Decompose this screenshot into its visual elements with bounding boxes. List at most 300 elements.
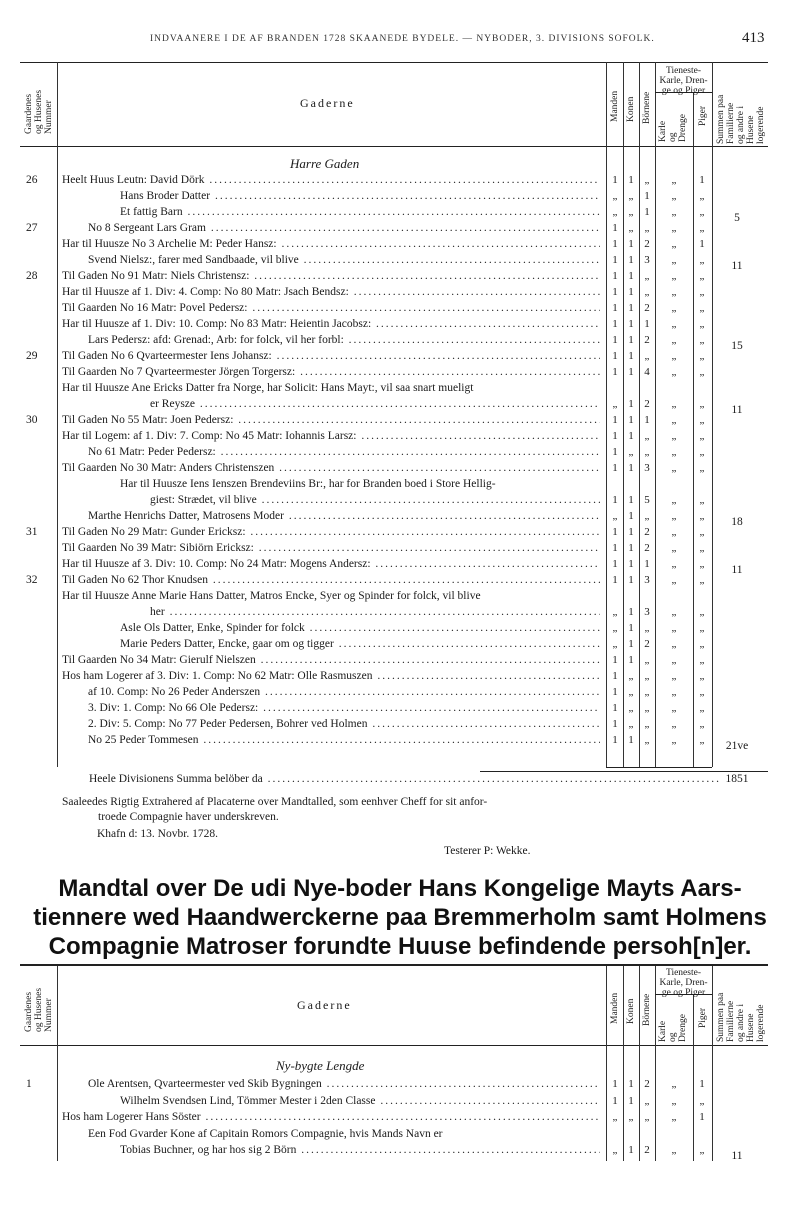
row-cell: „ xyxy=(699,366,705,378)
row-number: 1 xyxy=(26,1078,32,1090)
row-cell: „ xyxy=(671,718,677,730)
row-number: 31 xyxy=(26,526,38,538)
row-text: Tobias Buchner, og har hos sig 2 Börn ..... xyxy=(120,1144,600,1156)
row-cell: „ xyxy=(671,366,677,378)
row-text: Har til Huusze af 3. Div: 10. Comp: No 24 Matr: Mogens Andersz: ..... xyxy=(62,558,600,570)
row-cell: „ xyxy=(671,238,677,250)
row-cell: „ xyxy=(671,702,677,714)
footer-date: Khafn d: 13. Novbr. 1728. xyxy=(97,828,219,840)
row-cell: „ xyxy=(671,462,677,474)
row-cell: „ xyxy=(671,318,677,330)
row-cell: „ xyxy=(671,254,677,266)
table-row xyxy=(0,174,800,190)
row-sum: 11 xyxy=(731,404,743,416)
row-cell: „ xyxy=(644,622,650,634)
row-cell: „ xyxy=(671,334,677,346)
row-cell: 1 xyxy=(612,462,618,474)
row-cell: „ xyxy=(644,174,650,186)
row-cell: „ xyxy=(644,702,650,714)
footer-testerer: Testerer P: Wekke. xyxy=(444,845,531,857)
row-cell: 2 xyxy=(644,1144,650,1156)
table-row xyxy=(0,366,800,382)
row-text: No 61 Matr: Peder Pedersz: ..... xyxy=(88,446,600,458)
row-cell: „ xyxy=(671,430,677,442)
row-cell: 1 xyxy=(699,238,705,250)
row-cell: 1 xyxy=(628,638,634,650)
row-cell: 1 xyxy=(644,414,650,426)
row-text: Til Gaarden No 16 Matr: Povel Pedersz: ..... xyxy=(62,302,600,314)
row-cell: „ xyxy=(699,606,705,618)
table-row xyxy=(0,606,800,622)
row-cell: 2 xyxy=(644,334,650,346)
row-cell: 1 xyxy=(612,430,618,442)
upper-section-title: Harre Gaden xyxy=(290,156,360,171)
row-cell: „ xyxy=(671,494,677,506)
row-cell: 1 xyxy=(628,734,634,746)
row-text: Til Gaden No 62 Thor Knudsen ..... xyxy=(62,574,600,586)
row-text: Har til Huusze Iens Ienszen Brendeviins Br:, har for Branden boed i Store Hellig- xyxy=(120,478,496,490)
row-number: 32 xyxy=(26,574,38,586)
row-cell: 4 xyxy=(644,366,650,378)
row-sum: 21ve xyxy=(725,740,749,752)
row-sum: 18 xyxy=(731,516,743,528)
row-cell: 1 xyxy=(612,1078,618,1090)
table-row xyxy=(0,350,800,366)
row-cell: 1 xyxy=(628,622,634,634)
table-row xyxy=(0,558,800,574)
row-cell: „ xyxy=(699,1094,705,1107)
row-cell: 1 xyxy=(628,254,634,266)
row-cell: 1 xyxy=(612,270,618,282)
row-cell: 1 xyxy=(612,254,618,266)
row-cell: „ xyxy=(628,206,634,218)
table-row xyxy=(0,430,800,446)
row-sum: 5 xyxy=(734,212,740,224)
row-cell: 1 xyxy=(612,238,618,250)
row-text: Wilhelm Svendsen Lind, Tömmer Mester i 2den Classe ..... xyxy=(120,1095,600,1107)
row-cell: „ xyxy=(699,526,705,538)
row-text: her ..... xyxy=(150,606,600,618)
row-cell: „ xyxy=(671,734,677,746)
row-cell: 1 xyxy=(612,542,618,554)
lower-header-piger: Piger xyxy=(698,1007,708,1028)
row-cell: „ xyxy=(612,638,618,650)
table-row xyxy=(0,446,800,462)
row-cell: „ xyxy=(628,190,634,202)
table-row xyxy=(0,702,800,718)
table-row xyxy=(0,190,800,206)
row-cell: „ xyxy=(671,638,677,650)
row-cell: 2 xyxy=(644,1078,650,1090)
row-cell: 1 xyxy=(628,286,634,298)
table-row xyxy=(0,734,800,750)
row-text: Til Gaarden No 34 Matr: Gierulf Nielszen ..... xyxy=(62,654,600,666)
row-cell: 1 xyxy=(628,238,634,250)
table-row xyxy=(0,686,800,702)
row-text: giest: Strædet, vil blive ..... xyxy=(150,494,600,506)
row-text: No 25 Peder Tommesen ..... xyxy=(88,734,600,746)
row-cell: 1 xyxy=(628,366,634,378)
row-cell: 1 xyxy=(644,190,650,202)
row-cell: 1 xyxy=(628,654,634,666)
row-cell: „ xyxy=(699,430,705,442)
row-cell: „ xyxy=(671,206,677,218)
row-sum: 11 xyxy=(731,564,743,576)
row-cell: „ xyxy=(699,686,705,698)
row-cell: 1 xyxy=(628,542,634,554)
row-cell: 1 xyxy=(612,222,618,234)
row-cell: „ xyxy=(699,318,705,330)
row-cell: „ xyxy=(671,398,677,410)
table-row xyxy=(0,510,800,526)
row-text: Til Gaden No 91 Matr: Niels Christensz: ..... xyxy=(62,270,600,282)
row-cell: „ xyxy=(644,286,650,298)
table-row xyxy=(0,270,800,286)
division-total-sum: 1851 xyxy=(725,773,749,785)
row-cell: „ xyxy=(671,526,677,538)
row-text: er Reysze ..... xyxy=(150,398,600,410)
row-cell: „ xyxy=(612,206,618,218)
row-number: 30 xyxy=(26,414,38,426)
row-number: 29 xyxy=(26,350,38,362)
row-cell: „ xyxy=(699,462,705,474)
row-cell: „ xyxy=(644,430,650,442)
table-row xyxy=(0,638,800,654)
row-sum: 11 xyxy=(731,260,743,272)
row-cell: „ xyxy=(644,670,650,682)
row-text: Hos ham Logerer Hans Söster ..... xyxy=(62,1111,600,1123)
row-cell: „ xyxy=(699,254,705,266)
row-cell: „ xyxy=(671,414,677,426)
row-cell: 5 xyxy=(644,494,650,506)
table-row xyxy=(0,462,800,478)
footer-line-2: troede Compagnie haver underskreven. xyxy=(98,811,279,823)
row-cell: „ xyxy=(644,446,650,458)
row-cell: 2 xyxy=(644,638,650,650)
row-text: Marthe Henrichs Datter, Matrosens Moder ..... xyxy=(88,510,600,522)
row-cell: 3 xyxy=(644,254,650,266)
table-row xyxy=(0,206,800,222)
row-cell: 2 xyxy=(644,302,650,314)
row-cell: „ xyxy=(699,510,705,522)
header-bornene: Börnene xyxy=(642,91,652,124)
table-row xyxy=(0,718,800,734)
table-row xyxy=(0,654,800,670)
row-cell: 1 xyxy=(628,414,634,426)
table-row xyxy=(0,1111,800,1127)
row-cell: „ xyxy=(644,1111,650,1123)
row-cell: „ xyxy=(628,670,634,682)
row-cell: 3 xyxy=(644,606,650,618)
row-cell: 1 xyxy=(628,350,634,362)
row-cell: 1 xyxy=(699,1078,705,1090)
row-text: 3. Div: 1. Comp: No 66 Ole Pedersz: ..... xyxy=(88,702,600,714)
row-cell: 1 xyxy=(612,318,618,330)
row-cell: „ xyxy=(699,222,705,234)
row-cell: „ xyxy=(699,190,705,202)
row-cell: 1 xyxy=(612,526,618,538)
row-cell: „ xyxy=(699,286,705,298)
row-cell: „ xyxy=(612,398,618,410)
row-text: Til Gaden No 6 Qvarteermester Iens Johansz: ..... xyxy=(62,350,600,362)
row-cell: „ xyxy=(699,622,705,634)
row-number: 28 xyxy=(26,270,38,282)
row-cell: 1 xyxy=(644,206,650,218)
row-cell: „ xyxy=(644,270,650,282)
row-cell: 1 xyxy=(628,398,634,410)
row-cell: 1 xyxy=(628,1078,634,1090)
row-cell: 1 xyxy=(628,1144,634,1156)
row-cell: 1 xyxy=(612,174,618,186)
row-cell: „ xyxy=(644,350,650,362)
table-row xyxy=(0,222,800,238)
header-karle-drenge: Karle og Drenge xyxy=(658,114,688,142)
row-cell: 1 xyxy=(628,318,634,330)
row-cell: „ xyxy=(644,510,650,522)
row-cell: „ xyxy=(699,270,705,282)
row-cell: 1 xyxy=(612,654,618,666)
row-cell: „ xyxy=(671,1094,677,1107)
row-cell: „ xyxy=(671,1078,677,1090)
table-row xyxy=(0,334,800,350)
row-cell: „ xyxy=(699,542,705,554)
row-cell: 1 xyxy=(628,302,634,314)
row-text: Har til Huusze Anne Marie Hans Datter, Matros Encke, Syer og Spinder for folck, vil blive xyxy=(62,590,481,602)
row-cell: 1 xyxy=(628,606,634,618)
row-cell: 1 xyxy=(628,510,634,522)
row-text: Heelt Huus Leutn: David Dörk ..... xyxy=(62,174,600,186)
row-cell: „ xyxy=(671,670,677,682)
row-cell: „ xyxy=(612,510,618,522)
header-gaard-number: Gaardenes og Husenes Nummer xyxy=(24,89,54,134)
row-text: Lars Pedersz: afd: Grenad:, Arb: for folck, vil her forbl: ..... xyxy=(88,334,600,346)
row-cell: 2 xyxy=(644,526,650,538)
table-row xyxy=(0,414,800,430)
row-text: Til Gaden No 29 Matr: Gunder Ericksz: ..... xyxy=(62,526,600,538)
row-text: No 8 Sergeant Lars Gram ..... xyxy=(88,222,600,234)
row-text: af 10. Comp: No 26 Peder Anderszen ..... xyxy=(88,686,600,698)
row-cell: „ xyxy=(671,174,677,186)
row-cell: „ xyxy=(628,702,634,714)
row-cell: „ xyxy=(671,558,677,570)
row-cell: „ xyxy=(671,542,677,554)
row-text: Har til Huusze Ane Ericks Datter fra Norge, har Solicit: Hans Mayt:, vil saa snart mueligt xyxy=(62,382,474,394)
row-cell: „ xyxy=(699,494,705,506)
row-cell: „ xyxy=(699,446,705,458)
document-title: Mandtal over De udi Nye-boder Hans Kongelige Mayts Aars-tiennere wed Haandwerckerne paa Bremmerholm samt Holmens Compagnie Matroser forundte Huuse befindende persoh[n]er. xyxy=(33,875,767,960)
row-cell: „ xyxy=(699,638,705,650)
row-cell: „ xyxy=(628,718,634,730)
row-cell: 1 xyxy=(699,1111,705,1123)
row-cell: „ xyxy=(699,718,705,730)
header-manden: Manden xyxy=(610,90,620,122)
table-row xyxy=(0,526,800,542)
table-row xyxy=(0,254,800,270)
row-cell: 1 xyxy=(628,574,634,586)
row-text: Til Gaarden No 7 Qvarteermester Jörgen Torgersz: ..... xyxy=(62,366,600,378)
running-head: INDVAANERE I DE AF BRANDEN 1728 SKAANEDE BYDELE. — NYBODER, 3. DIVISIONS SOFOLK. xyxy=(150,34,655,44)
row-cell: „ xyxy=(671,1144,677,1156)
row-cell: 1 xyxy=(612,702,618,714)
row-cell: „ xyxy=(671,510,677,522)
row-cell: 2 xyxy=(644,542,650,554)
row-cell: 1 xyxy=(612,350,618,362)
row-cell: „ xyxy=(644,1094,650,1107)
row-cell: „ xyxy=(699,670,705,682)
row-cell: „ xyxy=(671,190,677,202)
row-cell: 1 xyxy=(612,686,618,698)
row-text: Ole Arentsen, Qvarteermester ved Skib Bygningen ..... xyxy=(88,1078,600,1090)
row-cell: „ xyxy=(699,398,705,410)
table-row xyxy=(0,670,800,686)
row-cell: „ xyxy=(612,606,618,618)
row-cell: „ xyxy=(671,574,677,586)
row-text: Har til Huusze af 1. Div: 4. Comp: No 80 Matr: Jsach Bendsz: ..... xyxy=(62,286,600,298)
row-cell: „ xyxy=(612,190,618,202)
header-piger: Piger xyxy=(698,105,708,126)
row-cell: 1 xyxy=(612,334,618,346)
row-cell: „ xyxy=(628,1111,634,1123)
row-text: Svend Nielsz:, farer med Sandbaade, vil blive ..... xyxy=(88,254,600,266)
row-cell: „ xyxy=(671,654,677,666)
row-cell: „ xyxy=(628,686,634,698)
footer-line-1: Saaleedes Rigtig Extrahered af Placaterne over Mandtalled, som eenhver Cheff for sit anfor- xyxy=(62,796,488,808)
row-cell: „ xyxy=(644,654,650,666)
row-text: 2. Div: 5. Comp: No 77 Peder Pedersen, Bohrer ved Holmen ..... xyxy=(88,718,600,730)
table-row xyxy=(0,1095,800,1111)
table-row xyxy=(0,302,800,318)
row-cell: 1 xyxy=(644,318,650,330)
row-cell: 1 xyxy=(628,1094,634,1107)
lower-header-konen: Konen xyxy=(626,998,636,1024)
row-cell: „ xyxy=(699,334,705,346)
row-cell: 2 xyxy=(644,238,650,250)
row-cell: „ xyxy=(671,622,677,634)
row-cell: „ xyxy=(699,206,705,218)
row-text: Een Fod Gvarder Kone af Capitain Romors Compagnie, hvis Mands Navn er xyxy=(88,1127,443,1140)
division-total-row xyxy=(0,773,800,789)
row-cell: „ xyxy=(671,222,677,234)
lower-header-gaderne: Gaderne xyxy=(297,998,352,1012)
table-row xyxy=(0,286,800,302)
row-cell: „ xyxy=(671,270,677,282)
row-cell: 1 xyxy=(628,494,634,506)
table-row xyxy=(0,574,800,590)
row-cell: „ xyxy=(644,222,650,234)
table-row xyxy=(0,542,800,558)
row-cell: 3 xyxy=(644,574,650,586)
row-cell: 1 xyxy=(628,462,634,474)
row-text: Hans Broder Datter ..... xyxy=(120,190,600,202)
row-cell: 3 xyxy=(644,462,650,474)
table-row xyxy=(0,382,800,398)
row-cell: 1 xyxy=(612,446,618,458)
row-cell: „ xyxy=(612,1111,618,1123)
row-cell: „ xyxy=(671,302,677,314)
row-cell: „ xyxy=(644,734,650,746)
row-text: Har til Logem: af 1. Div: 7. Comp: No 45 Matr: Iohannis Larsz: ..... xyxy=(62,430,600,442)
row-text: Til Gaden No 55 Matr: Joen Pedersz: ..... xyxy=(62,414,600,426)
row-cell: „ xyxy=(671,1111,677,1123)
row-number: 27 xyxy=(26,222,38,234)
row-cell: 1 xyxy=(612,574,618,586)
row-cell: 1 xyxy=(612,1094,618,1107)
row-cell: „ xyxy=(628,222,634,234)
table-row xyxy=(0,1144,800,1160)
row-cell: „ xyxy=(671,606,677,618)
table-row xyxy=(0,622,800,638)
row-cell: „ xyxy=(699,558,705,570)
row-cell: „ xyxy=(671,686,677,698)
row-cell: 1 xyxy=(612,558,618,570)
row-cell: 2 xyxy=(644,398,650,410)
row-text: Til Gaarden No 30 Matr: Anders Christenszen ..... xyxy=(62,462,600,474)
row-cell: 1 xyxy=(628,334,634,346)
table-row xyxy=(0,494,800,510)
row-sum: 11 xyxy=(731,1150,743,1162)
row-cell: „ xyxy=(671,286,677,298)
row-cell: „ xyxy=(644,686,650,698)
table-row xyxy=(0,318,800,334)
table-row xyxy=(0,1128,800,1144)
lower-header-tjeneste: Tieneste- Karle, Dren- ge og Piger xyxy=(659,968,708,998)
division-total-text: Heele Divisionens Summa belöber da ..... xyxy=(89,773,719,785)
row-text: Til Gaarden No 39 Matr: Sibiörn Ericksz: ..... xyxy=(62,542,600,554)
header-summen: Summen paa Familierne og andre i Husene logerende xyxy=(716,94,766,144)
header-gaderne: Gaderne xyxy=(300,96,355,110)
lower-header-manden: Manden xyxy=(610,992,620,1024)
row-cell: „ xyxy=(699,414,705,426)
row-cell: „ xyxy=(644,718,650,730)
row-sum: 15 xyxy=(731,340,743,352)
row-cell: „ xyxy=(699,734,705,746)
row-cell: „ xyxy=(699,302,705,314)
row-cell: 1 xyxy=(628,430,634,442)
row-cell: 1 xyxy=(644,558,650,570)
row-cell: 1 xyxy=(628,526,634,538)
row-cell: „ xyxy=(699,1144,705,1156)
table-row xyxy=(0,478,800,494)
row-cell: „ xyxy=(671,350,677,362)
lower-header-summen: Summen paa Familierne og andre i Husene logerende xyxy=(716,992,766,1042)
row-text: Marie Peders Datter, Encke, gaar om og tigger ..... xyxy=(120,638,600,650)
row-cell: 1 xyxy=(612,718,618,730)
lower-header-bornene: Börnene xyxy=(642,993,652,1026)
lower-header-gaard-number: Gaardenes og Husenes Nummer xyxy=(24,987,54,1032)
page-number: 413 xyxy=(742,30,765,46)
lower-header-karle-drenge: Karle og Drenge xyxy=(658,1014,688,1042)
row-cell: 1 xyxy=(628,174,634,186)
row-cell: 1 xyxy=(612,366,618,378)
row-cell: 1 xyxy=(628,558,634,570)
row-cell: „ xyxy=(628,446,634,458)
table-row xyxy=(0,590,800,606)
row-cell: 1 xyxy=(612,414,618,426)
row-text: Hos ham Logerer af 3. Div: 1. Comp: No 62 Matr: Olle Rasmuszen ..... xyxy=(62,670,600,682)
row-cell: 1 xyxy=(612,734,618,746)
row-text: Har til Huusze No 3 Archelie M: Peder Hansz: ..... xyxy=(62,238,600,250)
row-text: Asle Ols Datter, Enke, Spinder for folck ..... xyxy=(120,622,600,634)
row-cell: 1 xyxy=(612,302,618,314)
row-cell: 1 xyxy=(612,494,618,506)
table-row xyxy=(0,398,800,414)
table-row xyxy=(0,238,800,254)
row-cell: 1 xyxy=(612,670,618,682)
table-row xyxy=(0,1078,800,1094)
row-cell: 1 xyxy=(699,174,705,186)
row-text: Et fattig Barn ..... xyxy=(120,206,600,218)
row-number: 26 xyxy=(26,174,38,186)
